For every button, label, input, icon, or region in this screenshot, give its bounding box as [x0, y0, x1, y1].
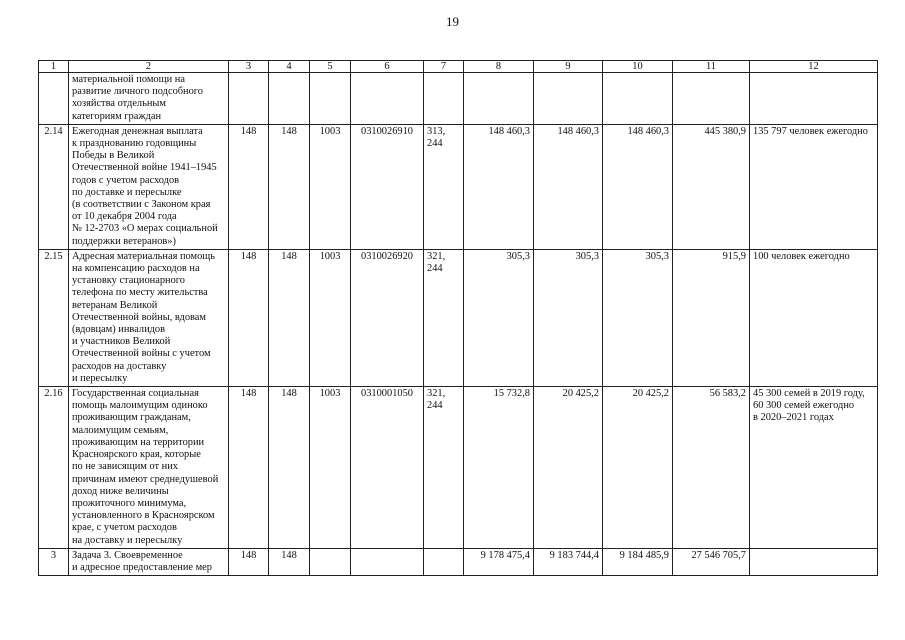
cell-col12: 135 797 человек ежегодно — [750, 124, 878, 249]
cell-col8: 305,3 — [464, 249, 534, 386]
cell-col10: 305,3 — [603, 249, 673, 386]
cell-col10: 9 184 485,9 — [603, 549, 673, 576]
row-number: 2.14 — [39, 124, 69, 249]
cell-col6 — [351, 73, 424, 125]
cell-col9: 9 183 744,4 — [534, 549, 603, 576]
cell-col5 — [310, 73, 351, 125]
cell-col4 — [269, 73, 310, 125]
cell-col6: 0310026910 — [351, 124, 424, 249]
cell-col12 — [750, 549, 878, 576]
cell-col5: 1003 — [310, 387, 351, 549]
measure-name: материальной помощи на развитие личного подсобного хозяйства отдельным категориям граждан — [69, 73, 229, 125]
table-row — [39, 73, 878, 125]
measure-name: Государственная социальная помощь малоимущим одиноко проживающим гражданам, малоимущим семьям, проживающим на территории Красноярского края, которые по не зависящим от них причинам имеют среднедушевой доход ниже величины прожиточного минимума, установленного в Красноярском крае, с учетом расходов на доставку и пересылку — [69, 387, 229, 549]
column-header: 3 — [229, 61, 269, 73]
column-number-row — [39, 61, 878, 73]
table-row — [39, 549, 878, 576]
cell-col11: 27 546 705,7 — [673, 549, 750, 576]
table-row — [39, 387, 878, 549]
cell-col6: 0310001050 — [351, 387, 424, 549]
budget-table — [38, 60, 878, 576]
cell-col6 — [351, 549, 424, 576]
cell-col4: 148 — [269, 249, 310, 386]
row-number: 3 — [39, 549, 69, 576]
cell-col8: 148 460,3 — [464, 124, 534, 249]
cell-col10: 148 460,3 — [603, 124, 673, 249]
cell-col5: 1003 — [310, 124, 351, 249]
cell-col11: 56 583,2 — [673, 387, 750, 549]
column-header: 2 — [69, 61, 229, 73]
cell-col8: 15 732,8 — [464, 387, 534, 549]
measure-name: Адресная материальная помощь на компенсацию расходов на установку стационарного телефона по месту жительства ветеранам Великой Отечественной войны, вдовам (вдовцам) инвалидов и участников Великой Отечественной войны с учетом расходов на доставку и пересылку — [69, 249, 229, 386]
measure-name: Задача 3. Своевременное и адресное предоставление мер — [69, 549, 229, 576]
cell-col4: 148 — [269, 549, 310, 576]
cell-col11: 915,9 — [673, 249, 750, 386]
cell-col12: 100 человек ежегодно — [750, 249, 878, 386]
cell-col7: 313, 244 — [424, 124, 464, 249]
cell-col10: 20 425,2 — [603, 387, 673, 549]
cell-col8: 9 178 475,4 — [464, 549, 534, 576]
row-number: 2.15 — [39, 249, 69, 386]
cell-col6: 0310026920 — [351, 249, 424, 386]
measure-name: Ежегодная денежная выплата к празднованию годовщины Победы в Великой Отечественной войне 1941–1945 годов с учетом расходов по доставке и пересылке (в соответствии с Законом края от 10 декабря 2004 года № 12-2703 «О мерах социальной поддержки ветеранов») — [69, 124, 229, 249]
cell-col3: 148 — [229, 387, 269, 549]
column-header: 6 — [351, 61, 424, 73]
cell-col7 — [424, 73, 464, 125]
cell-col5: 1003 — [310, 249, 351, 386]
cell-col12: 45 300 семей в 2019 году, 60 300 семей ежегодно в 2020–2021 годах — [750, 387, 878, 549]
row-number — [39, 73, 69, 125]
column-header: 11 — [673, 61, 750, 73]
cell-col8 — [464, 73, 534, 125]
column-header: 1 — [39, 61, 69, 73]
cell-col9: 20 425,2 — [534, 387, 603, 549]
cell-col9: 305,3 — [534, 249, 603, 386]
cell-col9: 148 460,3 — [534, 124, 603, 249]
cell-col7: 321, 244 — [424, 249, 464, 386]
cell-col12 — [750, 73, 878, 125]
cell-col7: 321, 244 — [424, 387, 464, 549]
cell-col4: 148 — [269, 124, 310, 249]
column-header: 4 — [269, 61, 310, 73]
cell-col3: 148 — [229, 549, 269, 576]
cell-col5 — [310, 549, 351, 576]
cell-col7 — [424, 549, 464, 576]
cell-col4: 148 — [269, 387, 310, 549]
cell-col3 — [229, 73, 269, 125]
column-header: 10 — [603, 61, 673, 73]
page-number: 19 — [446, 14, 459, 29]
column-header: 9 — [534, 61, 603, 73]
column-header: 7 — [424, 61, 464, 73]
cell-col11 — [673, 73, 750, 125]
row-number: 2.16 — [39, 387, 69, 549]
column-header: 12 — [750, 61, 878, 73]
table-row — [39, 249, 878, 386]
cell-col3: 148 — [229, 124, 269, 249]
cell-col10 — [603, 73, 673, 125]
cell-col9 — [534, 73, 603, 125]
table-row — [39, 124, 878, 249]
column-header: 8 — [464, 61, 534, 73]
column-header: 5 — [310, 61, 351, 73]
cell-col3: 148 — [229, 249, 269, 386]
cell-col11: 445 380,9 — [673, 124, 750, 249]
